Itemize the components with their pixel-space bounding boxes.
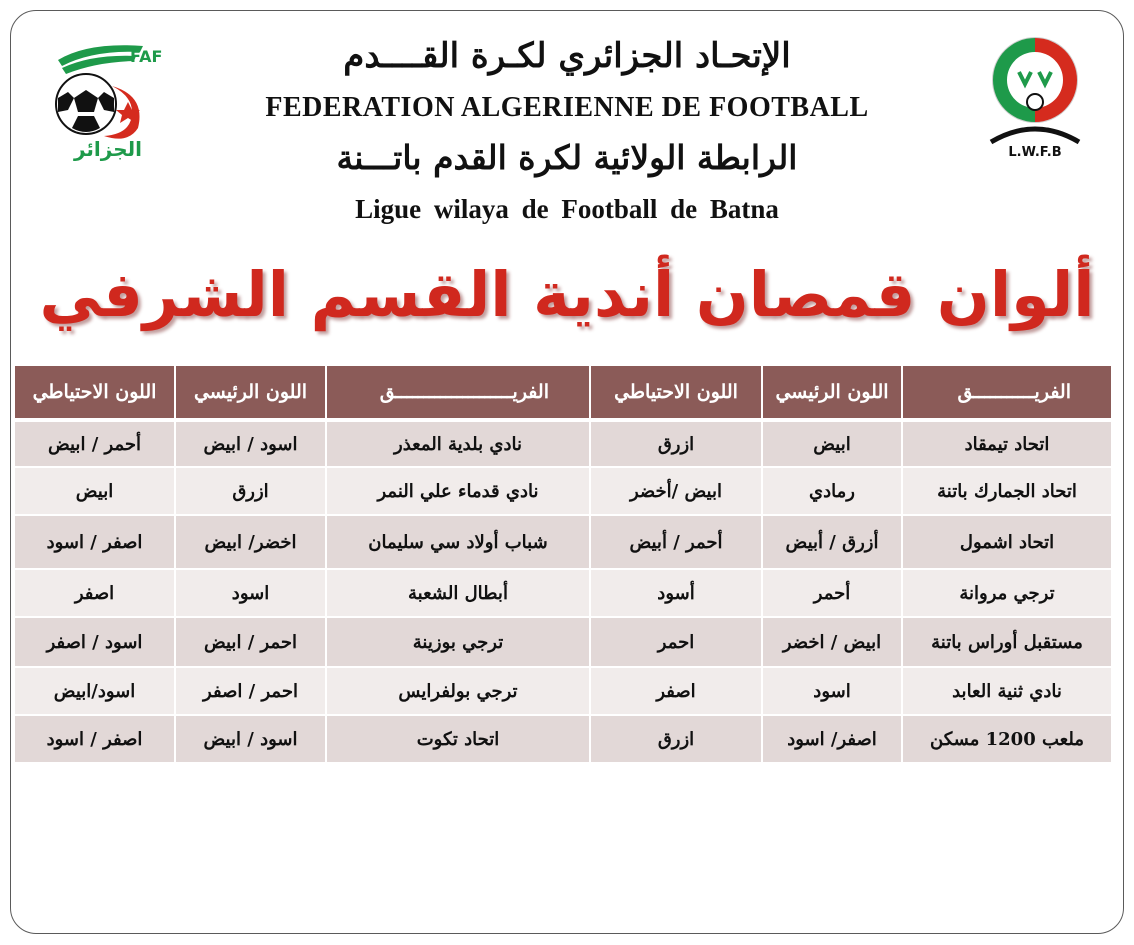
table-row bbox=[15, 468, 1111, 516]
alt-color-cell: ابيض /أخضر bbox=[589, 468, 761, 516]
main-color-cell: اسود bbox=[761, 668, 901, 716]
table-row bbox=[15, 618, 1111, 668]
table-row bbox=[15, 516, 1111, 570]
main-color-cell: ابيض bbox=[761, 422, 901, 468]
team-cell: أبطال الشعبة bbox=[325, 570, 589, 618]
main-color-cell: احمر / اصفر bbox=[174, 668, 325, 716]
main-color-cell: اخضر/ ابيض bbox=[174, 516, 325, 570]
federation-title-arabic: الإتحـاد الجزائري لكـرة القــــدم bbox=[343, 36, 791, 76]
table-row bbox=[15, 668, 1111, 716]
main-color-cell: احمر / ابيض bbox=[174, 618, 325, 668]
team-cell: نادي بلدية المعذر bbox=[325, 422, 589, 468]
team-cell: اتحاد تكوت bbox=[325, 716, 589, 764]
main-color-cell: أحمر bbox=[761, 570, 901, 618]
main-color-cell: ابيض / اخضر bbox=[761, 618, 901, 668]
table-row bbox=[15, 422, 1111, 468]
page-title: ألوان قمصان أندية القسم الشرفي bbox=[39, 258, 1095, 331]
faf-logo-text: FAF bbox=[130, 47, 163, 66]
main-color-cell: اسود / ابيض bbox=[174, 422, 325, 468]
table-header-row bbox=[15, 366, 1111, 422]
club-colors-table bbox=[15, 366, 1111, 764]
header-main-color: اللون الرئيسي bbox=[174, 366, 325, 422]
team-cell: نادي ثنية العابد bbox=[901, 668, 1111, 716]
alt-color-cell: ابيض bbox=[15, 468, 174, 516]
alt-color-cell: اصفر / اسود bbox=[15, 716, 174, 764]
main-color-cell: اسود / ابيض bbox=[174, 716, 325, 764]
alt-color-cell: اصفر bbox=[15, 570, 174, 618]
table-row bbox=[15, 716, 1111, 764]
alt-color-cell: أحمر / ابيض bbox=[15, 422, 174, 468]
main-color-cell: اسود bbox=[174, 570, 325, 618]
header-alt-color: اللون الاحتياطي bbox=[15, 366, 174, 422]
team-cell: شباب أولاد سي سليمان bbox=[325, 516, 589, 570]
main-color-cell: ازرق bbox=[174, 468, 325, 516]
faf-logo-caption: الجزائر bbox=[73, 137, 143, 161]
header-team: الفريـــــــــــــــــــــق bbox=[325, 366, 589, 422]
alt-color-cell: احمر bbox=[589, 618, 761, 668]
header-team: الفريـــــــــــق bbox=[901, 366, 1111, 422]
federation-title-french: FEDERATION ALGERIENNE DE FOOTBALL bbox=[265, 92, 869, 123]
alt-color-cell: اصفر bbox=[589, 668, 761, 716]
header-alt-color: اللون الاحتياطي bbox=[589, 366, 761, 422]
team-cell: ترجي بولفرايس bbox=[325, 668, 589, 716]
team-cell: نادي قدماء علي النمر bbox=[325, 468, 589, 516]
alt-color-cell: أحمر / أبيض bbox=[589, 516, 761, 570]
header-main-color: اللون الرئيسي bbox=[761, 366, 901, 422]
alt-color-cell: اسود / اصفر bbox=[15, 618, 174, 668]
main-color-cell: رمادي bbox=[761, 468, 901, 516]
league-title-french: Ligue wilaya de Football de Batna bbox=[355, 194, 779, 224]
alt-color-cell: أسود bbox=[589, 570, 761, 618]
alt-color-cell: ازرق bbox=[589, 422, 761, 468]
team-cell: اتحاد اشمول bbox=[901, 516, 1111, 570]
team-cell: اتحاد الجمارك باتنة bbox=[901, 468, 1111, 516]
team-cell: ملعب 1200 مسكن bbox=[901, 716, 1111, 764]
alt-color-cell: ازرق bbox=[589, 716, 761, 764]
lwfb-logo-caption: L.W.F.B bbox=[1008, 145, 1062, 160]
team-cell: ترجي مروانة bbox=[901, 570, 1111, 618]
team-cell: اتحاد تيمقاد bbox=[901, 422, 1111, 468]
table-row bbox=[15, 570, 1111, 618]
league-title-arabic: الرابطة الولائية لكرة القدم باتـــنة bbox=[336, 138, 798, 177]
alt-color-cell: اصفر / اسود bbox=[15, 516, 174, 570]
main-color-cell: اصفر/ اسود bbox=[761, 716, 901, 764]
main-color-cell: أزرق / أبيض bbox=[761, 516, 901, 570]
team-cell: ترجي بوزينة bbox=[325, 618, 589, 668]
team-cell: مستقبل أوراس باتنة bbox=[901, 618, 1111, 668]
alt-color-cell: اسود/ابيض bbox=[15, 668, 174, 716]
